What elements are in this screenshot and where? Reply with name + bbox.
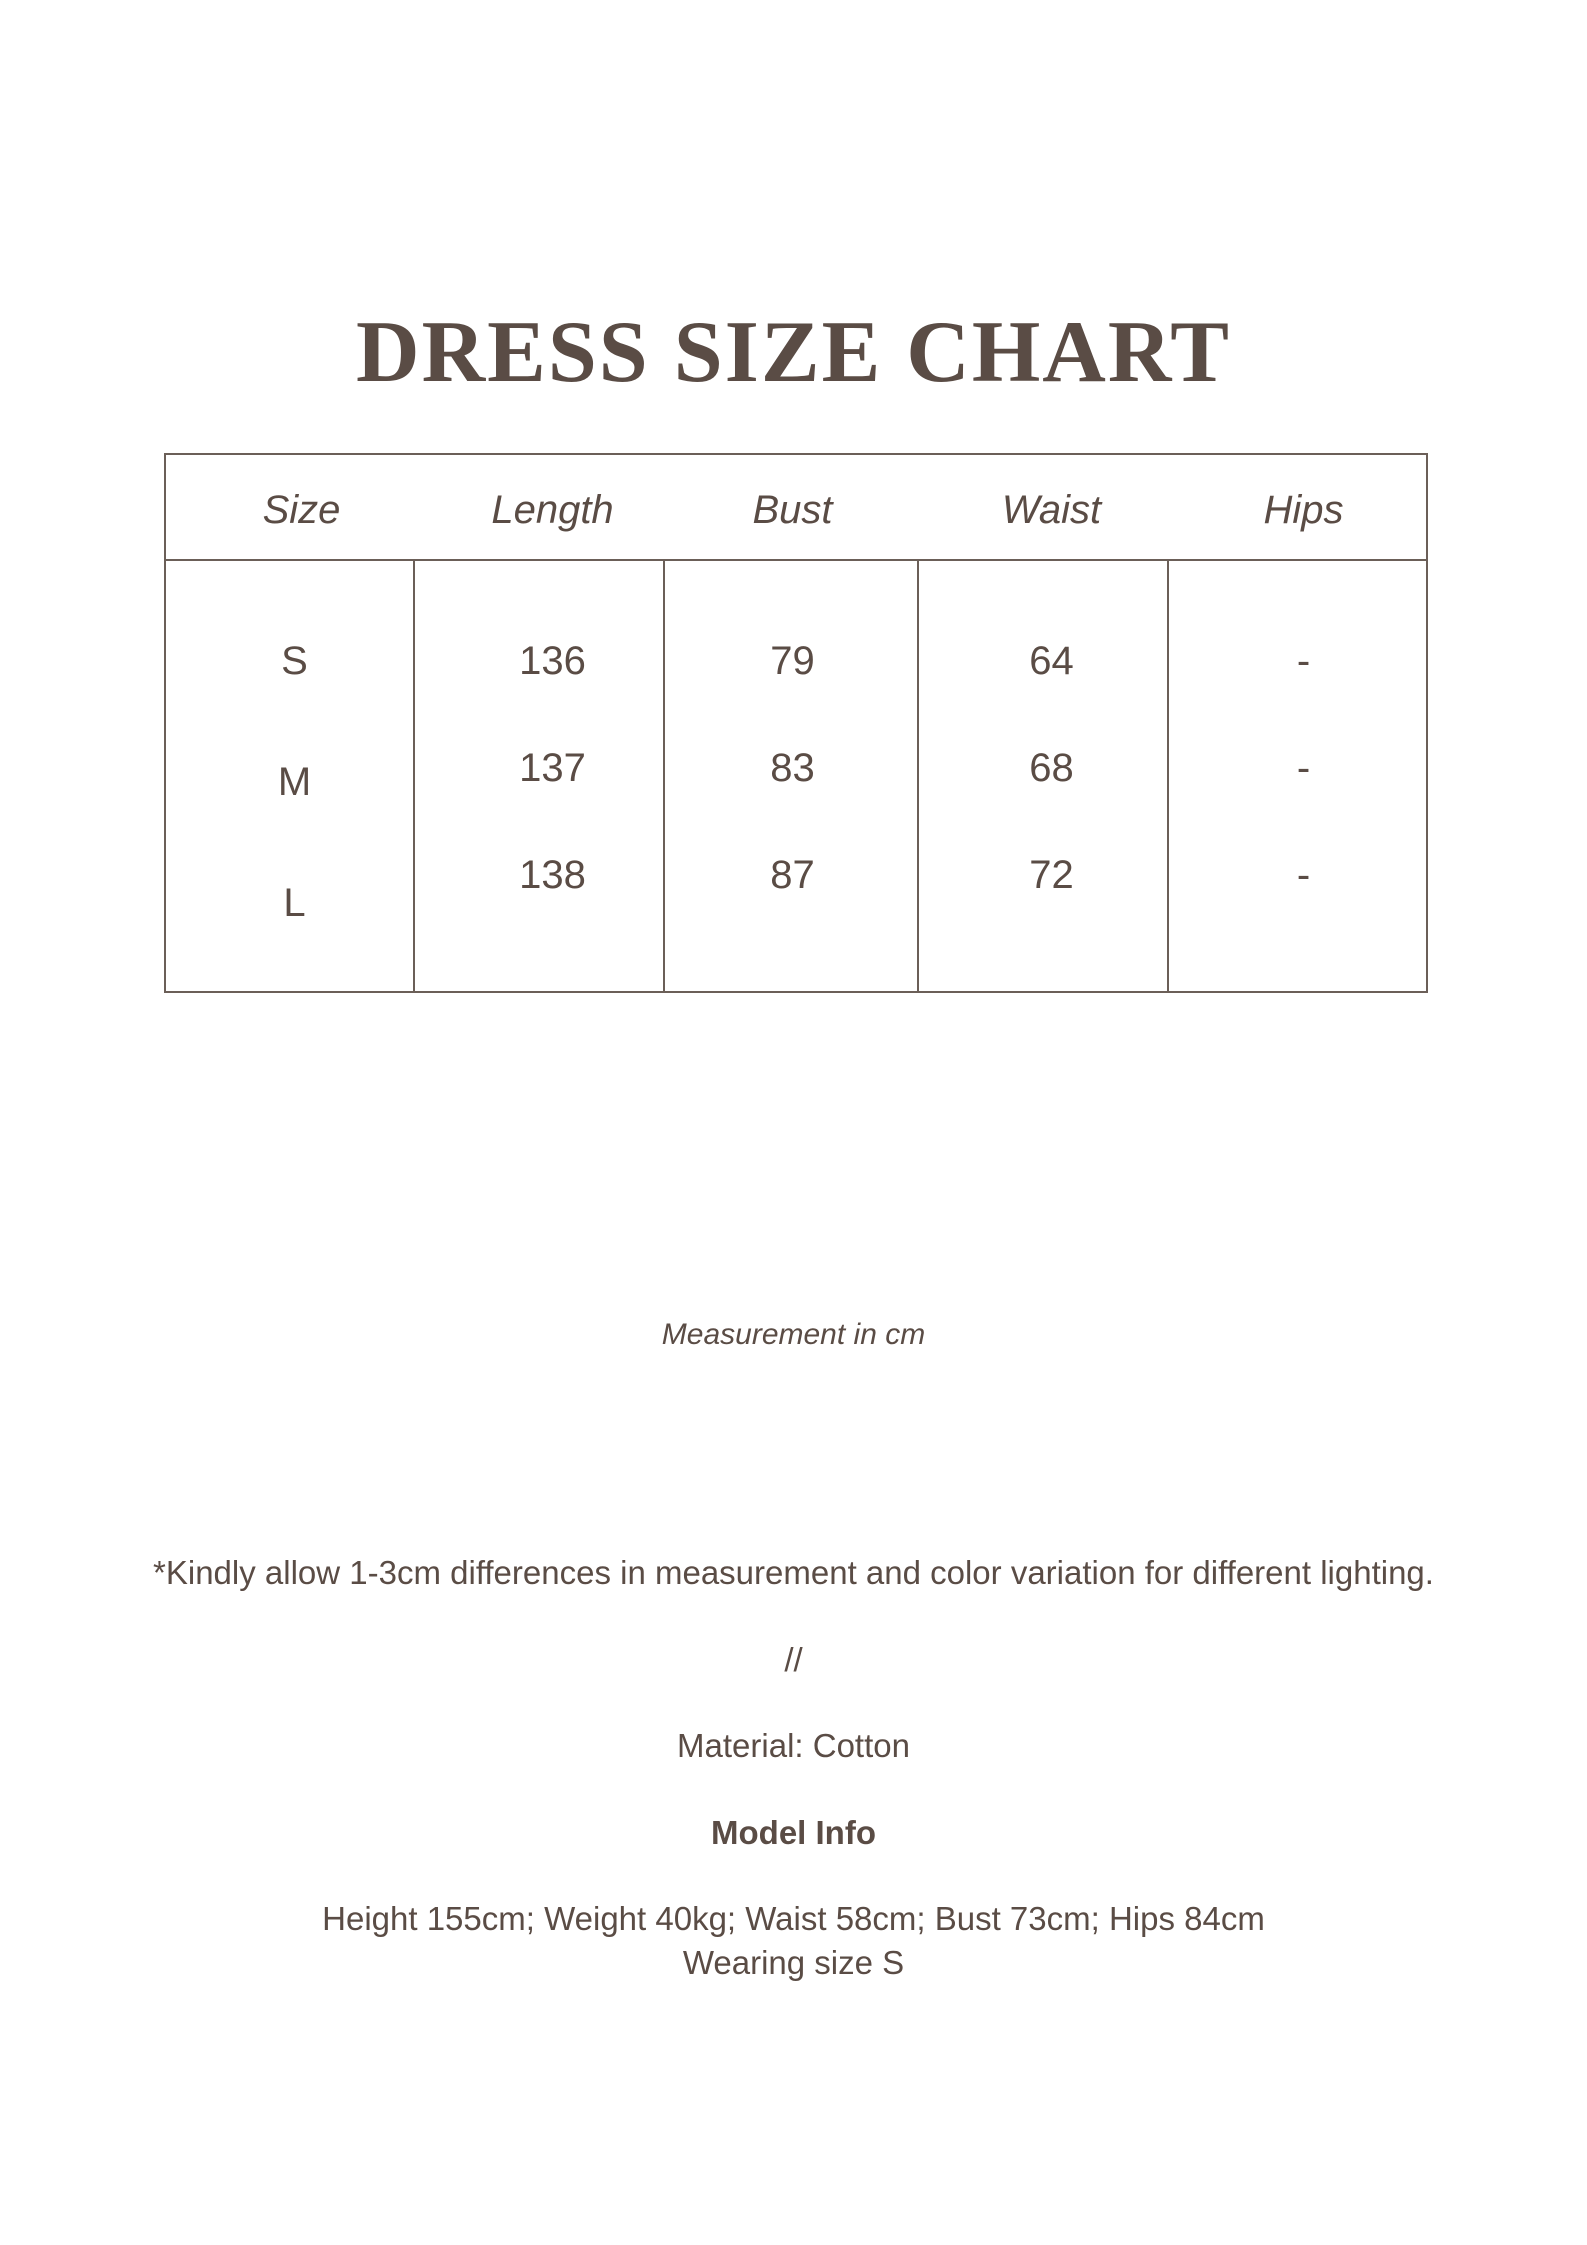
model-wearing-text: Wearing size S: [682, 1944, 905, 1981]
header-hips: Hips: [1263, 488, 1344, 532]
waist-cell: 68: [1029, 746, 1074, 790]
size-cell: S: [281, 639, 308, 683]
header-bust: Bust: [752, 488, 833, 532]
bust-cell: 83: [770, 746, 815, 790]
bust-cell: 87: [770, 853, 815, 897]
waist-cell: 64: [1029, 639, 1074, 683]
length-cell: 137: [519, 746, 586, 790]
header-waist: Waist: [1001, 488, 1102, 532]
hips-cell: -: [1296, 639, 1311, 683]
measurement-note: Measurement in cm: [661, 1318, 926, 1351]
hips-cell: -: [1296, 853, 1311, 897]
length-cell: 138: [519, 853, 586, 897]
header-size: Size: [262, 488, 341, 532]
size-cell: M: [277, 760, 312, 804]
length-cell: 136: [519, 639, 586, 683]
waist-cell: 72: [1029, 853, 1074, 897]
hips-cell: -: [1296, 746, 1311, 790]
header-length: Length: [491, 488, 614, 532]
model-info-heading: Model Info: [711, 1814, 876, 1851]
size-cell: L: [283, 881, 306, 925]
separator-text: //: [784, 1641, 803, 1678]
page-title: DRESS SIZE CHART: [356, 303, 1231, 401]
header-divider: [164, 559, 1428, 561]
model-stats-text: Height 155cm; Weight 40kg; Waist 58cm; Bust 73cm; Hips 84cm: [322, 1900, 1265, 1937]
disclaimer-text: *Kindly allow 1-3cm differences in measurement and color variation for different lighting.: [153, 1554, 1434, 1591]
material-text: Material: Cotton: [677, 1727, 910, 1764]
bust-cell: 79: [770, 639, 815, 683]
